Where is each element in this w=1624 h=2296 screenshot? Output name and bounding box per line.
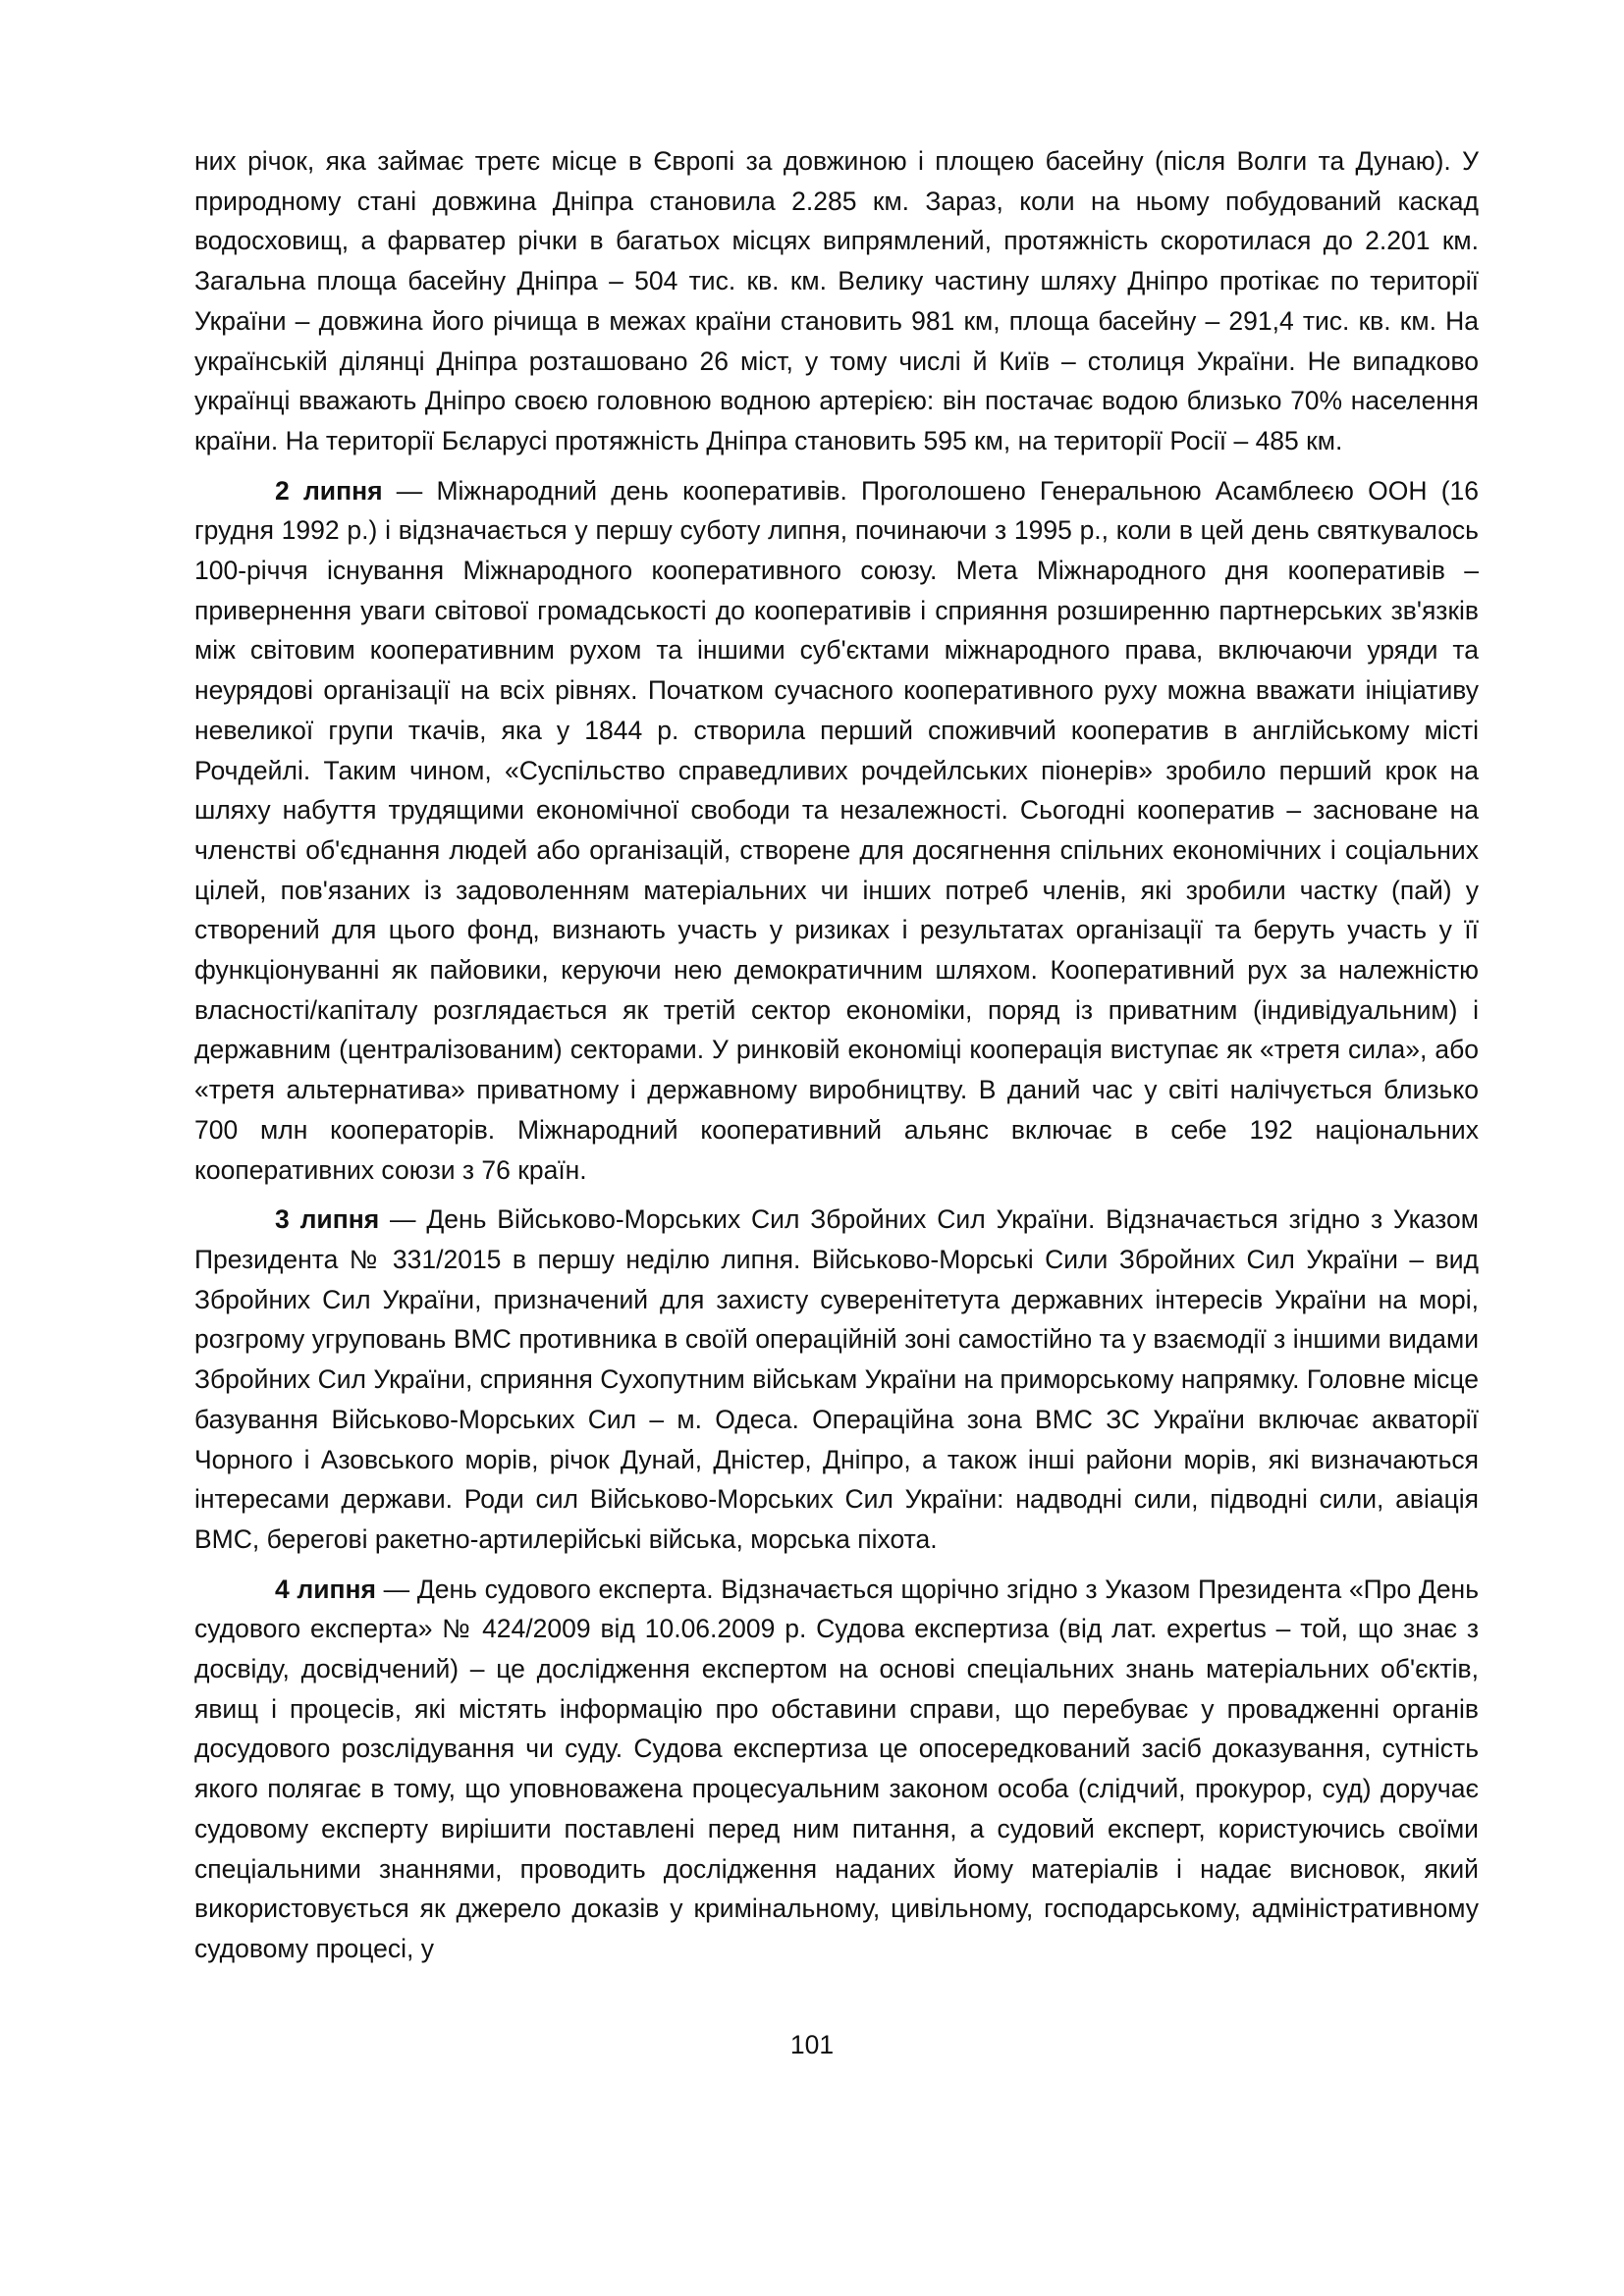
paragraph-text: них річок, яка займає третє місце в Європі за довжиною і площею басейну (після Волги та Дунаю). У природному стані довжина Дніпра становила 2.285 км. Зараз, коли на ньому побудований каскад водосховищ, а фарватер річки в багатьох місцях випрямлений, протяжність скоротилася до 2.201 км. Загальна площа басейну Дніпра – 504 тис. кв. км. Велику частину шляху Дніпро протікає по території України – довжина його річища в межах країни становить 981 км, площа басейну – 291,4 тис. кв. км. На українській ділянці Дніпра розташовано 26 міст, у тому числі й Київ – столиця України. Не випадково українці вважають Дніпро своєю головною водною артерією: він постачає водою близько 70% населення країни. На території Бєларусі протяжність Дніпра становить 595 км, на території Росії – 485 км. (194, 146, 1479, 455)
paragraph-navy-day (194, 1200, 1479, 1559)
page-number: 101 (789, 2030, 835, 2059)
paragraph-date: 4 липня (275, 1574, 377, 1604)
paragraph-cooperatives-day (194, 471, 1479, 1191)
paragraph-date: 3 липня (275, 1204, 380, 1235)
paragraph-text: — Міжнародний день кооперативів. Проголошено Генеральною Асамблеєю ООН (16 грудня 1992 р.) і відзначається у першу суботу липня, починаючи з 1995 р., коли в цей день святкувалось 100-річчя існування Міжнародного кооперативного союзу. Мета Міжнародного дня кооперативів – привернення уваги світової громадськості до кооперативів і сприяння розширенню партнерських зв'язків між світовим кооперативним рухом та іншими суб'єктами міжнародного права, включаючи уряди та неурядові організації на всіх рівнях. Початком сучасного кооперативного руху можна вважати ініціативу невеликої групи ткачів, яка у 1844 р. створила перший споживчий кооператив в англійському місті Рочдейлі. Таким чином, «Суспільство справедливих рочдейлських піонерів» зробило перший крок на шляху набуття трудящими економічної свободи та незалежності. Сьогодні кооператив – засноване на членстві об'єднання людей або організацій, створене для досягнення спільних економічних і соціальних цілей, пов'язаних із задоволенням матеріальних чи інших потреб членів, які зробили частку (пай) у створений для цього фонд, визнають участь у ризиках і результатах організації та беруть участь у її функціонуванні як пайовики, керуючи нею демократичним шляхом. Кооперативний рух за належністю власності/капіталу розглядається як третій сектор економіки, поряд із приватним (індивідуальним) і державним (централізованим) секторами. У ринковій економіці кооперація виступає як «третя сила», або «третя альтернатива» приватному і державному виробництву. В даний час у світі налічується близько 700 млн кооператорів. Міжнародний кооперативний альянс включає в себе 192 національних кооперативних союзи з 76 країн. (194, 475, 1480, 1185)
page-body (194, 141, 1479, 1979)
paragraph-date: 2 липня (275, 475, 383, 506)
paragraph-dnipro (194, 141, 1479, 461)
paragraph-text: — День судового експерта. Відзначається щорічно згідно з Указом Президента «Про День судового експерта» № 424/2009 від 10.06.2009 р. Судова експертиза (від лат. expertus – той, що знає з досвіду, досвідчений) – це дослідження експертом на основі спеціальних знань матеріальних об'єктів, явищ і процесів, які містять інформацію про обставини справи, що перебуває у провадженні органів досудового розслідування чи суду. Судова експертиза це опосередкований засіб доказування, сутність якого полягає в тому, що уповноважена процесуальним законом особа (слідчий, прокурор, суд) доручає судовому експерту вирішити поставлені перед ним питання, а судовий експерт, користуючись своїми спеціальними знаннями, проводить дослідження наданих йому матеріалів і надає висновок, який використовується як джерело доказів у кримінальному, цивільному, господарському, адміністративному судовому процесі, у (194, 1574, 1479, 1963)
paragraph-forensic-expert-day (194, 1570, 1479, 1969)
paragraph-text: — День Військово-Морських Сил Збройних Сил України. Відзначається згідно з Указом Президента № 331/2015 в першу неділю липня. Військово-Морські Сили Збройних Сил України – вид Збройних Сил України, призначений для захисту суверенітетута державних інтересів України на морі, розгрому угруповань ВМС противника в своїй операційній зоні самостійно та у взаємодії з іншими видами Збройних Сил України, сприяння Сухопутним військам України на приморському напрямку. Головне місце базування Військово-Морських Сил – м. Одеса. Операційна зона ВМС ЗС України включає акваторії Чорного і Азовського морів, річок Дунай, Дністер, Дніпро, а також інші райони морів, які визначаються інтересами держави. Роди сил Військово-Морських Сил України: надводні сили, підводні сили, авіація ВМС, берегові ракетно-артилерійські війська, морська піхота. (194, 1204, 1479, 1554)
